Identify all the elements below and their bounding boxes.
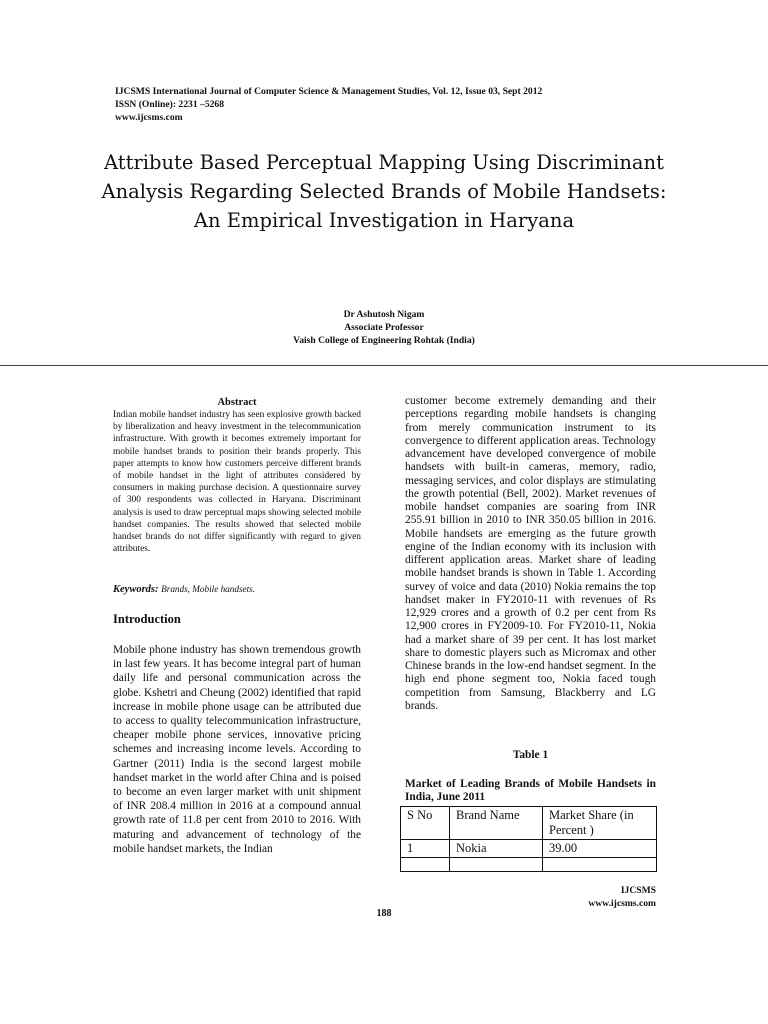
table-caption: Market of Leading Brands of Mobile Handsets in India, June 2011 [405,778,656,804]
keywords-label: Keywords: [113,584,159,595]
header-share: Market Share (in Percent ) [543,807,657,840]
introduction-text: Mobile phone industry has shown tremendous growth in last few years. It has become integral part of human daily life and personal communication across the globe. Kshetri and Cheung (2002) identified that rapid increase in mobile phone usage can be attributed due to access to quality telecommunication infrastructure, cheaper mobile phone services, innovative pricing schemes and increasing income levels. According to Gartner (2011) India is the second largest mobile handset market in the world after China and is poised to become an even larger market with unit shipment of INR 208.4 million in 2016 at a compound annual growth rate of 11.8 per cent from 2010 to 2016. With maturing and advancement of technology of the mobile handset markets, the Indian [113,644,362,855]
cell-brand: Nokia [450,840,543,858]
footer-block [560,885,656,910]
footer-url: www.ijcsms.com [588,897,656,909]
author-position: Associate Professor [344,322,424,333]
header-brand: Brand Name [450,807,543,840]
cell-share: 39.00 [543,840,657,858]
journal-header [115,85,542,124]
right-column-text: customer become extremely demanding and their perceptions regarding mobile handsets is changing from merely communication instrument to its convergence to different application areas. Technology advancement have developed convergence of mobile handsets with built-in cameras, memory, radio, messaging services, and color displays are stimulating the growth potential (Bell, 2002). Market revenues of mobile handset companies are soaring from INR 255.91 billion in 2010 to INR 350.05 billion in 2016. Mobile handsets are emerging as the future growth engine of the Indian economy with its inclusion with different application areas. Market share of leading mobile handset brands is shown in Table 1. According survey of voice and data (2010) Nokia remains the top handset maker in FY2010-11 with revenues of Rs 12,929 crores and a growth of 0.2 per cent from Rs 12,900 crores in FY2009-10. For FY2010-11, Nokia had a market share of 39 per cent. It has lost market share to domestic players such as Micromax and other Chinese brands in the low-end handset segment. In the high end phone segment too, Nokia faced tough competition from Samsung, Blackberry and LG brands. [405,395,656,712]
footer-journal: IJCSMS [620,885,656,896]
abstract-text: Indian mobile handset industry has seen explosive growth backed by liberalization and heavy investment in the telecommunication infrastructure. With growth it becomes extremely important for mobile handset brands to position their brands properly. This paper attempts to know how customers perceive different brands of mobile handset in the light of attributes considered by consumers in making purchase decision. A questionnaire survey of 300 respondents was collected in Haryana. Discriminant analysis is used to draw perceptual maps showing selected mobile handset companies. The results showed that selected mobile handset brands do not differ significantly with regard to given attributes. [113,410,361,555]
author-block [200,308,568,347]
author-affiliation: Vaish College of Engineering Rohtak (India) [293,335,475,346]
header-sno: S No [401,807,450,840]
journal-issn: ISSN (Online): 2231 –5268 [115,99,225,110]
market-share-table [400,806,657,872]
introduction-heading: Introduction [113,612,181,626]
paper-title: Attribute Based Perceptual Mapping Using Discriminant Analysis Regarding Selected Brands of Mobile Handsets: An Empirical Investigation in Haryana [101,151,667,232]
page-number: 188 [376,908,392,919]
table-header-row [401,807,657,840]
journal-url: www.ijcsms.com [115,112,183,123]
section-divider [0,365,768,366]
journal-citation: IJCSMS International Journal of Computer Science & Management Studies, Vol. 12, Issue 03, Sept 2012 [115,86,543,97]
table-label: Table 1 [512,749,549,761]
author-name: Dr Ashutosh Nigam [343,309,425,320]
abstract-heading: Abstract [217,397,257,408]
cell-sno: 1 [401,840,450,858]
keywords-value: Brands, Mobile handsets. [161,584,256,594]
table-row-empty [401,858,657,872]
keywords [113,583,361,596]
table-row [401,840,657,858]
